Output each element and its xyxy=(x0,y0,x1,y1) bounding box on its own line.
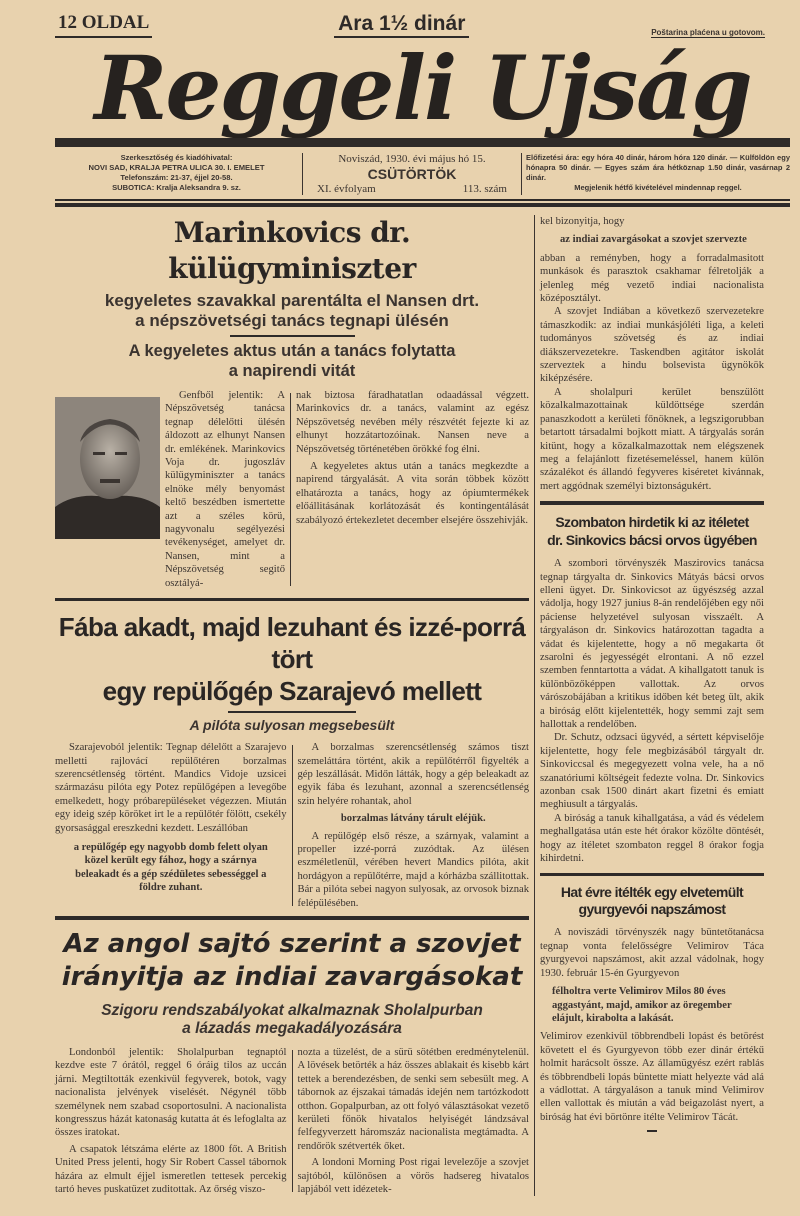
paragraph: A szombori törvényszék Maszirovics tanácsa tegnap tárgyalta dr. Sinkovics Mátyás bácsi orvos elleni ügyet. Dr. Sinkovicsot az ügyészség azzal vádolja, hogy 1927 junius 8-án rendelőjében egy női páciense helyzetével sulyosan visszaélt. A tárgyaláson dr. Sinkovics határozottan tagadta a vádat és kijelentette, hogy a nő megakarta őt zsarolni és jegyességét elrontani. A nő ezzel szemben fenntartotta a vádat. A kihallgatott tanuk is különbözőképpen vallottak. Az orvos várószobájában a kritikus időben két beteg ült, akik a biróság előtt kijelentették, hogy semmi zajt sem hallottak a rendelőben. xyxy=(540,558,764,730)
paragraph: A borzalmas szerencsétlenség számos tiszt szemeláttára történt, akik a repülőtérről figyelték a gép leszállását. Midőn látták, hogy a gép beleakadt az egyik fába és lezuhant, azonnal a szerencsétlenség szin helyére rohantak, ahol xyxy=(297,742,529,807)
issue-date: Noviszád, 1930. évi május hó 15. xyxy=(338,153,486,165)
subhead-line: a lázadás megakadályozására xyxy=(182,1019,402,1037)
article5-body xyxy=(540,926,764,1124)
price: Ara 1½ dinár xyxy=(334,12,469,38)
subhead-line: Szigoru rendszabályokat alkalmaznak Sholalpurban xyxy=(101,1001,483,1019)
main-column xyxy=(55,215,529,1196)
paragraph: nozta a tüzelést, de a sürü sötétben eredménytelenül. A lövések betörték a ház összes ablakait és kisebb kárt tettek a berendezésben, de senki sem sebesült meg. A tábornok az éjszakai támadás idején nem tartózkodott otthon. Gopalpurban, az ott folyó választásokat vezető kerületi főnök hivatalos helyiségét lándzsával felfegyverzett háromszáz nacionalista megtámadta. A rendőrök szétverték őket. xyxy=(297,1046,529,1152)
postage-note: Poštarina plaćena u gotovom. xyxy=(651,28,765,37)
issue-info xyxy=(307,153,517,195)
paragraph: Genfből jelentik: A Népszövetség tanácsa tegnap délelőtti ülésén áldozott az elhunyt Nansen dr. emlékének. Marinkovics Voja dr. jugoszláv külügyminiszter a tanács elnöke mély benyomást keltő beszédben ismertette azt a széles körü, nagyvonalu segélyezési tevékenységet, amelyet dr. Nansen, mint a Népszövetség segitő osztályá- xyxy=(165,390,285,589)
paragraph: A szovjet Indiában a következő szervezetekre támaszkodik: az indiai munkásjóléti liga, a keleti tudományos szövetség és az indiai diákszervezetekre. Taskendben agitátor iskolát szerveztek a hindu bolsevista ügynökök kiképzésére. xyxy=(540,306,764,385)
headline-line: gyurgyevói napszámost xyxy=(578,901,726,918)
masthead-rule xyxy=(55,138,790,147)
portrait-photo xyxy=(55,397,160,539)
headline-line: Fába akadt, majd lezuhant és izzé-porrá tört xyxy=(58,612,526,675)
right-column xyxy=(540,215,764,1196)
headline-line: Szombaton hirdetik ki az itéletet xyxy=(555,514,749,531)
paragraph: A kegyeletes aktus után a tanács megkezdte a napirend tárgyalását. A vita során többek között elhatározta a tanács, hogy az ópiumtermékek előállitásának korlátozását és kontingentálását szabályozó értekezletet december elsejére összehivják. xyxy=(296,461,529,526)
article1-col2 xyxy=(296,389,529,590)
weekday: CSÜTÖRTÖK xyxy=(367,166,457,182)
publication-note: Megjelenik hétfő kivételével mindennap reggel. xyxy=(574,183,742,192)
subscription-price: Előfizetési ára: egy hóra 40 dinár, három hóra 120 dinár. — Külföldön egy hónapra 50 dinár. — Egyes szám ára hétköznap 1.50 dinár, vasárnap 2 dinár. xyxy=(526,153,790,182)
page-columns xyxy=(55,215,790,1196)
subscription-info xyxy=(526,153,790,195)
paragraph: Dr. Schutz, odzsaci ügyvéd, a sértett képviselője kijelentette, hogy fele megbizásából tárgyalt dr. Sinkoviccsal és megegyezett volna vele, ha a nő szanatóriumi költségeit fedezte volna. Dr. Sinkovics azonban csak 1500 dinárt akart fizetni és emiatt meghiusult a tárgyalás. xyxy=(540,732,764,811)
office-address: NOVI SAD, KRALJA PETRA ULICA 30. I. EMELET xyxy=(88,163,265,172)
masthead-title: Reggeli Ujság xyxy=(94,38,751,138)
article4-headline xyxy=(540,513,764,549)
bold-paragraph: félholtra verte Velimirov Milos 80 éves aggastyánt, majd, amikor az öregember elájult, kirabolta a lakását. xyxy=(552,986,732,1024)
paragraph: abban a reményben, hogy a forradalmasitott munkások és parasztok csakhamar félretolják a jelenleg még vezető indiai nacionalista középosztályt. xyxy=(540,252,764,305)
paragraph: A repülőgép első része, a szárnyak, valamint a propeller izzé-porrá zuzódtak. Az ülésen eszméletlenül, vérében hevert Mandics pilóta, akit hordágyon a repülőtérre, majd a kórházba szállitottak. Bár a pilóta sebei nagyon sulyosak, az orvosok biznak felépülésében. xyxy=(297,830,529,909)
column-divider xyxy=(534,215,535,1196)
headline-line: Az angol sajtó szerint a szovjet xyxy=(63,928,521,959)
paragraph: Velimirov ezenkivül többrendbeli lopást és betörést követett el és Gyurgyevon több ezer dinár értékű holmit harácsolt össze. Az államügyész ezért rablás és többrendbeli lopás büntette miatt helyezte vád alá a vádlottat. A tárgyaláson a tanuk mind Velimirov ellen vallottak és miután a vád beigazolást nyert, a biróság hat évi börtönre itélte Velimirov Tácát. xyxy=(540,1031,764,1123)
article2-headline xyxy=(55,611,529,707)
headline-line: dr. Sinkovics bácsi orvos ügyében xyxy=(547,532,757,549)
paragraph: Londonból jelentik: Sholalpurban tegnaptól kezdve este 7 órától, reggel 6 óráig tilos az uccán járni. Megtiltották ezenkivül fegyverek, botok, vagy nacionalista jelvények viselését. Négynél több személynek nem szabad csoportosulni. A nacionalista kongresszus házát katonaság kutatta át és lefoglalta az összes iratokat. xyxy=(55,1046,287,1139)
header-row xyxy=(55,8,790,38)
article2-col2 xyxy=(298,741,530,910)
headline-line: irányitja az indiai zavargásokat xyxy=(61,961,523,992)
article3-continued xyxy=(540,215,764,493)
article4-body xyxy=(540,557,764,865)
article1-subhead xyxy=(55,291,529,331)
article1-col1 xyxy=(165,389,285,590)
paragraph: kel bizonyitja, hogy xyxy=(540,216,625,227)
bold-paragraph: a repülőgép egy nagyobb domb felett olyan közel került egy fához, hogy a szárnya beleakadt és a gép szédületes sebességgel a földre zuhant. xyxy=(73,841,268,894)
office-phone: Telefonszám: 21-37, éjjel 20-58. xyxy=(120,173,233,182)
volume: XI. évfolyam xyxy=(317,183,376,195)
bold-paragraph: borzalmas látvány tárult eléjük. xyxy=(340,813,486,825)
paragraph: nak biztosa fáradhatatlan odaadással végzett. Marinkovics dr. a tanács, valamint az egész Népszövetség nevében mély részvétét fejezte ki az elhunyt hozzátartozóinak. Nansen neve a Népszövetség történetében örökké fog élni. xyxy=(296,390,529,455)
subhead-line: A kegyeletes aktus után a tanács folytatta xyxy=(128,342,456,360)
article2-col1 xyxy=(55,741,287,910)
subhead-line: kegyeletes szavakkal parentálta el Nansen drt. xyxy=(104,291,480,310)
article2-subhead: A pilóta sulyosan megsebesült xyxy=(189,717,395,734)
article5-headline xyxy=(540,884,764,918)
headline-line: Hat évre itélték egy elvetemült xyxy=(560,884,744,901)
office-subotica: SUBOTICA: Kralja Aleksandra 9. sz. xyxy=(112,183,241,192)
subhead-line: a napirendi vitát xyxy=(228,362,356,380)
page-count: 12 OLDAL xyxy=(55,12,152,38)
bold-paragraph: az indiai zavargásokat a szovjet szervezte xyxy=(560,234,747,246)
office-info xyxy=(55,153,298,195)
info-row xyxy=(55,147,790,199)
article1-subhead2 xyxy=(55,341,529,381)
paragraph: A csapatok létszáma elérte az 1800 főt. A British United Press jelenti, hogy Sir Robert Cassel tábornok házára az elmult éjjel ismeretlen tettesek percekig tartó heves puskatüzet zuditottak. Az őrség viszo- xyxy=(55,1143,287,1196)
paragraph: A biróság a tanuk kihallgatása, a vád és védelem meghallgatása után este hét órakor közölte döntését, hogy az itéletet szombaton reggel 8 órakor fogja kihirdetni. xyxy=(540,812,764,865)
article1-headline: Marinkovics dr. külügyminiszter xyxy=(168,216,416,285)
article3-headline xyxy=(55,928,529,994)
headline-line: egy repülőgép Szarajevó mellett xyxy=(102,676,482,707)
article3-col2 xyxy=(298,1046,530,1196)
issue-number: 113. szám xyxy=(462,183,507,195)
paragraph: Szarajevoból jelentik: Tegnap délelőtt a Szarajevo melletti rajlovácí repülőtéren borzalmas szerencsétlenség történt. Mandics Vidoje uzsicei származásu pilóta egy Potez repülőgépen a levegőbe emelkedett, hogy próbarepüléseket végezzen. Miután egy ideig szép köröket irt le a repülőtér fölött, csekély gyorsasággal ereszkedni kezdett. Leszállóban xyxy=(55,742,287,834)
office-label: Szerkesztőség és kiadóhivatal: xyxy=(120,153,233,162)
paragraph: A londoni Morning Post rigai levelezője a szovjet sajtóból, különösen a vörös hadsereg hivatalos lapjából vett idézetek- xyxy=(297,1157,529,1196)
subhead-line: a népszövetségi tanács tegnapi ülésén xyxy=(135,311,449,330)
paragraph: A noviszádi törvényszék nagy büntetőtanácsa tegnap vonta felelősségre Velimirov Táca gyurgyevoi napszámost, akit azzal vádolnak, hogy 1930. február 15-én Gyurgyevon xyxy=(540,927,764,979)
article3-subhead xyxy=(55,1002,529,1038)
article3-col1 xyxy=(55,1046,287,1196)
paragraph: A sholalpuri kerület benszülött közalkalmazottainak küldöttsége szerdán panaszkodott a kerületi főnöknek, a legszigorubban betartott társadalmi bojkott miatt. A tárgyalás során kitünt, hogy a közalkalmazottak nem elégszenek meg a felajánlott fizetésemeléssel, hanem külön százalékot és állandó fegyveres kiséretet kivánnak, mert aggódnak személyi biztonságukért. xyxy=(540,386,764,492)
